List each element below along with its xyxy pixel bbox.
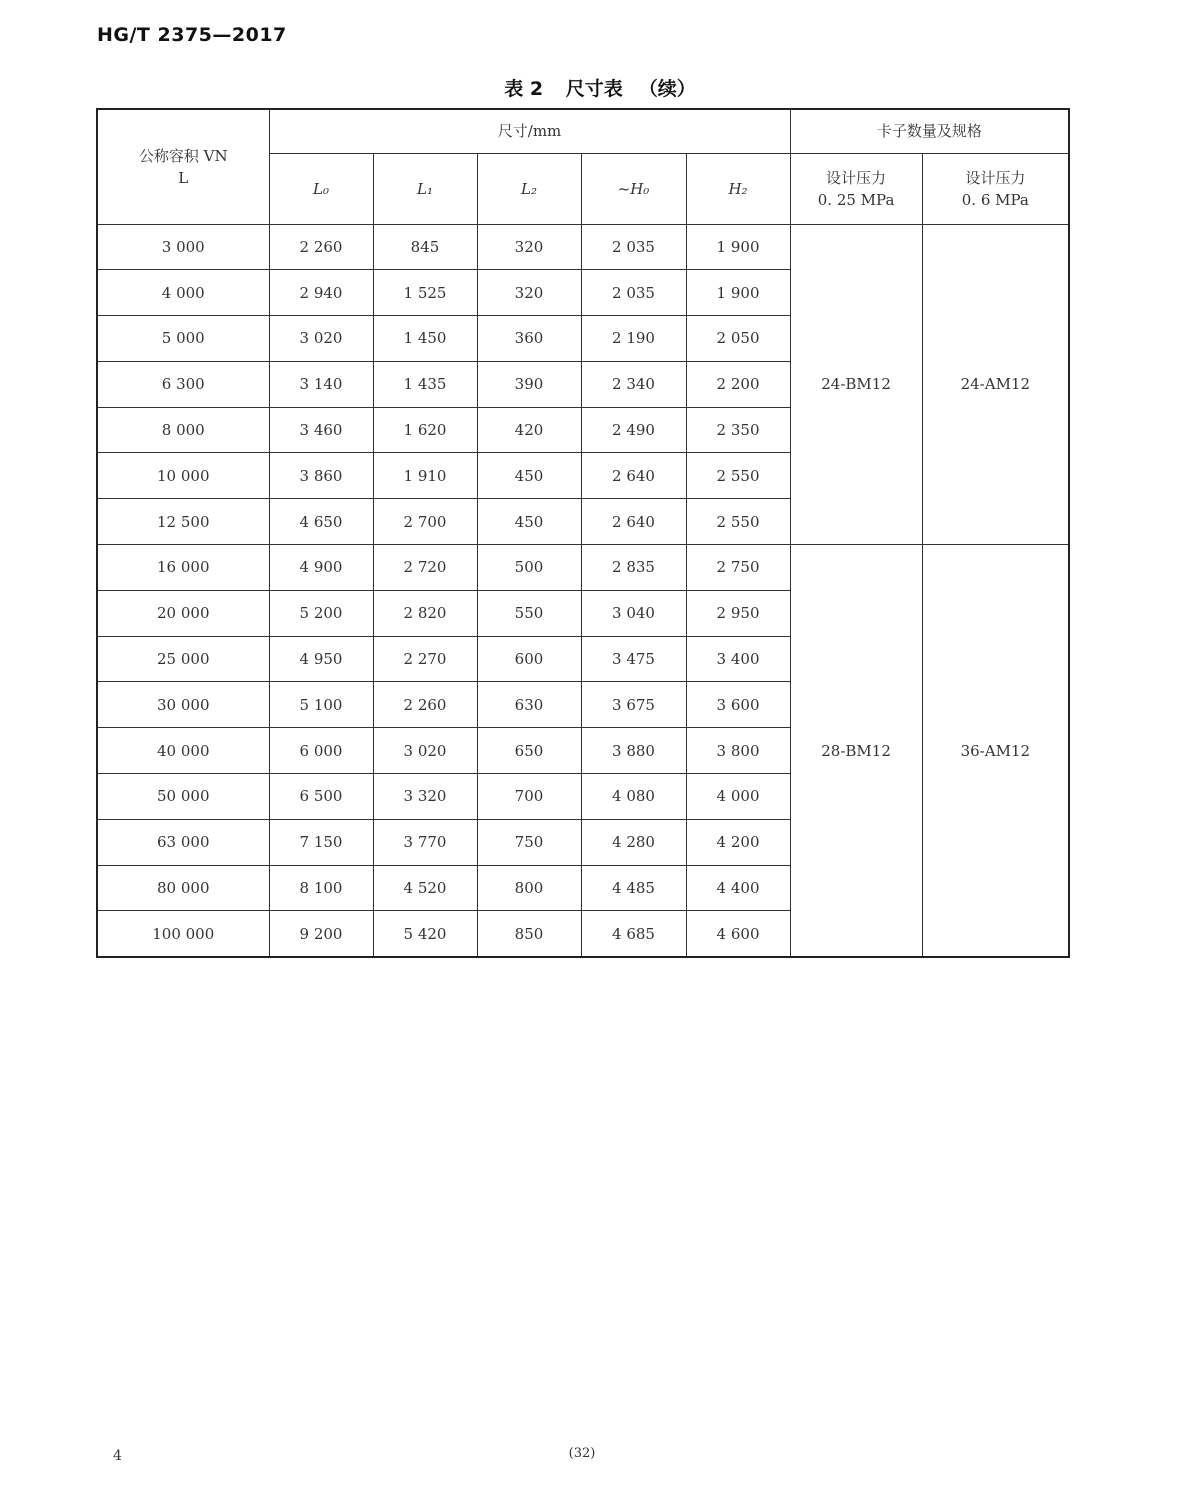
volume-cell: 12 500 <box>97 499 269 545</box>
h0-cell: 2 340 <box>581 361 686 407</box>
l1-cell: 1 620 <box>373 407 477 453</box>
h0-cell: 3 475 <box>581 636 686 682</box>
volume-cell: 16 000 <box>97 545 269 591</box>
h2-cell: 2 050 <box>686 316 790 362</box>
l1-cell: 2 700 <box>373 499 477 545</box>
volume-cell: 30 000 <box>97 682 269 728</box>
l2-cell: 360 <box>477 316 581 362</box>
h2-cell: 4 000 <box>686 774 790 820</box>
l1-cell: 1 910 <box>373 453 477 499</box>
volume-cell: 10 000 <box>97 453 269 499</box>
l0-cell: 3 860 <box>269 453 373 499</box>
l0-cell: 6 000 <box>269 728 373 774</box>
l1-cell: 1 435 <box>373 361 477 407</box>
l1-cell: 4 520 <box>373 865 477 911</box>
pressure-value: 0. 25 MPa <box>817 190 895 209</box>
h0-cell: 2 640 <box>581 499 686 545</box>
h2-cell: 1 900 <box>686 270 790 316</box>
volume-cell: 4 000 <box>97 270 269 316</box>
l2-cell: 320 <box>477 224 581 270</box>
l1-cell: 1 525 <box>373 270 477 316</box>
l0-cell: 4 650 <box>269 499 373 545</box>
l1-cell: 2 820 <box>373 590 477 636</box>
volume-cell: 25 000 <box>97 636 269 682</box>
h0-cell: 4 685 <box>581 911 686 957</box>
table-title <box>0 74 1200 101</box>
h2-cell: 2 550 <box>686 453 790 499</box>
col-header-h0: ~H₀ <box>581 153 686 224</box>
h0-cell: 2 035 <box>581 224 686 270</box>
l0-cell: 2 940 <box>269 270 373 316</box>
l0-cell: 5 200 <box>269 590 373 636</box>
l1-cell: 5 420 <box>373 911 477 957</box>
l1-cell: 3 020 <box>373 728 477 774</box>
clamp-spec-high-pressure: 24-AM12 <box>922 224 1069 545</box>
l0-cell: 4 900 <box>269 545 373 591</box>
volume-cell: 8 000 <box>97 407 269 453</box>
h2-cell: 3 600 <box>686 682 790 728</box>
l2-cell: 390 <box>477 361 581 407</box>
l0-cell: 6 500 <box>269 774 373 820</box>
col-header-pressure-high <box>922 153 1069 224</box>
h0-cell: 4 080 <box>581 774 686 820</box>
h2-cell: 2 550 <box>686 499 790 545</box>
clamp-spec-low-pressure: 28-BM12 <box>790 545 922 958</box>
col-header-l1: L₁ <box>373 153 477 224</box>
h0-cell: 4 280 <box>581 819 686 865</box>
volume-cell: 3 000 <box>97 224 269 270</box>
h2-cell: 1 900 <box>686 224 790 270</box>
pressure-value: 0. 6 MPa <box>961 190 1029 209</box>
table-name: 尺寸表 <box>565 78 623 100</box>
l0-cell: 7 150 <box>269 819 373 865</box>
l1-cell: 1 450 <box>373 316 477 362</box>
l2-cell: 450 <box>477 453 581 499</box>
clamps-group-header: 卡子数量及规格 <box>790 109 1069 153</box>
col-header-h2: H₂ <box>686 153 790 224</box>
h0-cell: 2 190 <box>581 316 686 362</box>
volume-header-label: 公称容积 VN <box>138 146 228 165</box>
h2-cell: 2 950 <box>686 590 790 636</box>
standard-code: HG/T 2375—2017 <box>97 24 287 46</box>
h0-cell: 2 835 <box>581 545 686 591</box>
clamp-spec-high-pressure: 36-AM12 <box>922 545 1069 958</box>
dimensions-group-header: 尺寸/mm <box>269 109 790 153</box>
h2-cell: 4 600 <box>686 911 790 957</box>
h0-cell: 2 640 <box>581 453 686 499</box>
l2-cell: 850 <box>477 911 581 957</box>
l1-cell: 3 770 <box>373 819 477 865</box>
l0-cell: 5 100 <box>269 682 373 728</box>
l2-cell: 500 <box>477 545 581 591</box>
l1-cell: 3 320 <box>373 774 477 820</box>
l1-cell: 2 260 <box>373 682 477 728</box>
l1-cell: 2 270 <box>373 636 477 682</box>
l2-cell: 600 <box>477 636 581 682</box>
h2-cell: 4 400 <box>686 865 790 911</box>
h0-cell: 4 485 <box>581 865 686 911</box>
col-header-l0: L₀ <box>269 153 373 224</box>
volume-cell: 63 000 <box>97 819 269 865</box>
pressure-label: 设计压力 <box>826 168 887 187</box>
l2-cell: 550 <box>477 590 581 636</box>
l2-cell: 450 <box>477 499 581 545</box>
volume-cell: 80 000 <box>97 865 269 911</box>
volume-cell: 40 000 <box>97 728 269 774</box>
h0-cell: 3 040 <box>581 590 686 636</box>
l2-cell: 750 <box>477 819 581 865</box>
col-header-pressure-low <box>790 153 922 224</box>
h0-cell: 3 675 <box>581 682 686 728</box>
h2-cell: 4 200 <box>686 819 790 865</box>
l2-cell: 420 <box>477 407 581 453</box>
h2-cell: 3 800 <box>686 728 790 774</box>
l0-cell: 9 200 <box>269 911 373 957</box>
h2-cell: 2 200 <box>686 361 790 407</box>
page-number: 4 <box>113 1448 122 1464</box>
l0-cell: 3 140 <box>269 361 373 407</box>
volume-cell: 6 300 <box>97 361 269 407</box>
l0-cell: 8 100 <box>269 865 373 911</box>
l2-cell: 650 <box>477 728 581 774</box>
table-row <box>97 224 1069 270</box>
l2-cell: 630 <box>477 682 581 728</box>
table-row <box>97 545 1069 591</box>
volume-cell: 100 000 <box>97 911 269 957</box>
l0-cell: 2 260 <box>269 224 373 270</box>
volume-cell: 50 000 <box>97 774 269 820</box>
h0-cell: 2 490 <box>581 407 686 453</box>
l1-cell: 845 <box>373 224 477 270</box>
l0-cell: 3 020 <box>269 316 373 362</box>
volume-cell: 20 000 <box>97 590 269 636</box>
volume-cell: 5 000 <box>97 316 269 362</box>
l2-cell: 800 <box>477 865 581 911</box>
col-header-l2: L₂ <box>477 153 581 224</box>
sheet-number: (32) <box>568 1446 596 1461</box>
l2-cell: 320 <box>477 270 581 316</box>
clamp-spec-low-pressure: 24-BM12 <box>790 224 922 545</box>
l0-cell: 3 460 <box>269 407 373 453</box>
pressure-label: 设计压力 <box>965 168 1026 187</box>
volume-header <box>97 109 269 224</box>
l1-cell: 2 720 <box>373 545 477 591</box>
volume-header-unit: L <box>178 168 189 187</box>
h0-cell: 3 880 <box>581 728 686 774</box>
l2-cell: 700 <box>477 774 581 820</box>
table-continued: （续） <box>638 78 696 100</box>
h2-cell: 2 350 <box>686 407 790 453</box>
h2-cell: 3 400 <box>686 636 790 682</box>
l0-cell: 4 950 <box>269 636 373 682</box>
dimension-table <box>96 108 1070 958</box>
h2-cell: 2 750 <box>686 545 790 591</box>
table-number: 表 2 <box>504 78 544 100</box>
h0-cell: 2 035 <box>581 270 686 316</box>
